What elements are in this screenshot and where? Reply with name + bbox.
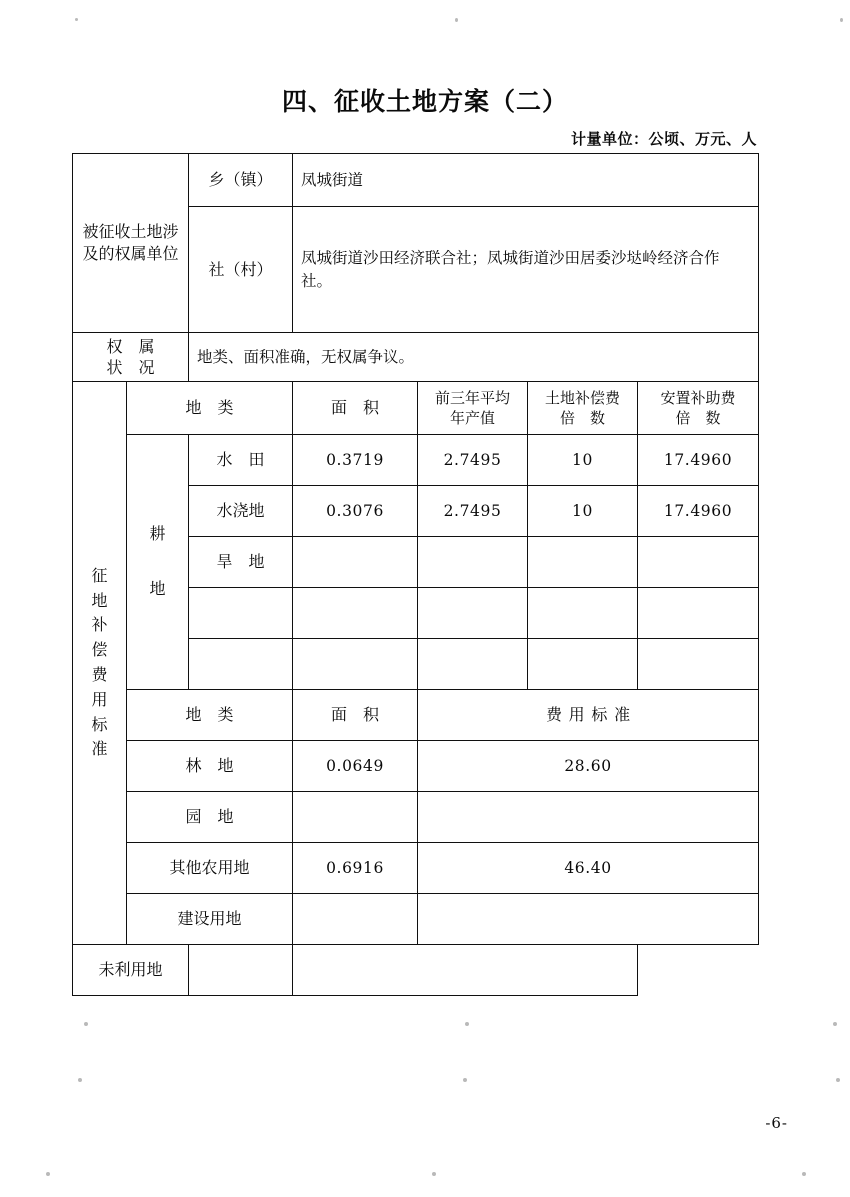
scan-speckle (465, 1022, 469, 1026)
ownership-status-value: 地类、面积准确，无权属争议。 (189, 333, 759, 382)
cell-area (293, 894, 418, 945)
cell-area: 0.6916 (293, 843, 418, 894)
cell-fee-standard (418, 792, 759, 843)
cultivated-land-label (127, 435, 189, 690)
cell-resettlement-multiple (638, 537, 759, 588)
header-a-avg-yield: 前三年平均 年产值 (418, 382, 528, 435)
table-row (73, 945, 759, 996)
village-label: 社（村） (189, 207, 293, 333)
scan-speckle (840, 18, 843, 22)
cell-land-type: 园 地 (127, 792, 293, 843)
scan-speckle (802, 1172, 806, 1176)
cell-land-type: 未利用地 (73, 945, 189, 996)
table-row (73, 843, 759, 894)
header-a-area: 面 积 (293, 382, 418, 435)
page-title: 四、征收土地方案（二） (281, 87, 568, 116)
cell-area (293, 639, 418, 690)
table-row-header-b (73, 690, 759, 741)
scan-speckle (84, 1022, 88, 1026)
cell-land-type (189, 588, 293, 639)
cell-land-type: 其他农用地 (127, 843, 293, 894)
scan-speckle (455, 18, 458, 22)
scan-speckle (833, 1022, 837, 1026)
header-a-land-compensation: 土地补偿费 倍 数 (528, 382, 638, 435)
cell-land-type: 水 田 (189, 435, 293, 486)
ownership-row-label: 被征收土地涉及的权属单位 (73, 154, 189, 333)
cell-land-type: 旱 地 (189, 537, 293, 588)
cell-area (189, 945, 293, 996)
cell-fee-standard (418, 894, 759, 945)
cell-land-type (189, 639, 293, 690)
cell-land-compensation-multiple: 10 (528, 435, 638, 486)
header-a-land-type: 地 类 (127, 382, 293, 435)
page-number: -6- (765, 1114, 788, 1132)
township-label: 乡（镇） (189, 154, 293, 207)
header-b-land-type: 地 类 (127, 690, 293, 741)
ownership-status-label: 权 属 状 况 (73, 333, 189, 382)
scan-speckle (836, 1078, 840, 1082)
table-row-ownership-status (73, 333, 759, 382)
cell-avg-yield (418, 639, 528, 690)
cell-avg-yield: 2.7495 (418, 486, 528, 537)
compensation-side-label-text: 征 地 补 偿 费 用 标 准 (91, 565, 108, 759)
cell-land-type: 建设用地 (127, 894, 293, 945)
cell-area: 0.3719 (293, 435, 418, 486)
table-row (73, 741, 759, 792)
cell-resettlement-multiple (638, 639, 759, 690)
cell-area: 0.0649 (293, 741, 418, 792)
township-value: 凤城街道 (293, 154, 759, 207)
cell-resettlement-multiple: 17.4960 (638, 486, 759, 537)
table-row-header-a (73, 382, 759, 435)
scan-speckle (432, 1172, 436, 1176)
village-value: 凤城街道沙田经济联合社；凤城街道沙田居委沙垯岭经济合作社。 (293, 207, 759, 333)
cell-area (293, 588, 418, 639)
header-a-resettlement: 安置补助费 倍 数 (638, 382, 759, 435)
cell-resettlement-multiple (638, 588, 759, 639)
cultivated-land-label-text: 耕 地 (149, 524, 166, 598)
cell-area (293, 537, 418, 588)
cell-land-compensation-multiple (528, 537, 638, 588)
scan-speckle (75, 18, 78, 21)
cell-land-compensation-multiple (528, 639, 638, 690)
cell-area (293, 792, 418, 843)
cell-avg-yield (418, 588, 528, 639)
header-b-fee-standard: 费用标准 (418, 690, 759, 741)
table-row (73, 435, 759, 486)
table-row (73, 894, 759, 945)
scan-speckle (46, 1172, 50, 1176)
compensation-side-label (73, 382, 127, 945)
land-acquisition-table-wrapper (72, 153, 758, 996)
table-row-township (73, 154, 759, 207)
cell-area: 0.3076 (293, 486, 418, 537)
header-b-area: 面 积 (293, 690, 418, 741)
cell-land-type: 林 地 (127, 741, 293, 792)
measurement-unit-note: 计量单位：公顷、万元、人 (570, 130, 757, 148)
cell-fee-standard: 28.60 (418, 741, 759, 792)
table-row (73, 792, 759, 843)
cell-land-compensation-multiple: 10 (528, 486, 638, 537)
cell-fee-standard: 46.40 (418, 843, 759, 894)
cell-resettlement-multiple: 17.4960 (638, 435, 759, 486)
cell-avg-yield (418, 537, 528, 588)
scan-speckle (463, 1078, 467, 1082)
cell-avg-yield: 2.7495 (418, 435, 528, 486)
cell-fee-standard (293, 945, 638, 996)
scan-speckle (78, 1078, 82, 1082)
land-acquisition-table (72, 153, 759, 996)
cell-land-type: 水浇地 (189, 486, 293, 537)
cell-land-compensation-multiple (528, 588, 638, 639)
